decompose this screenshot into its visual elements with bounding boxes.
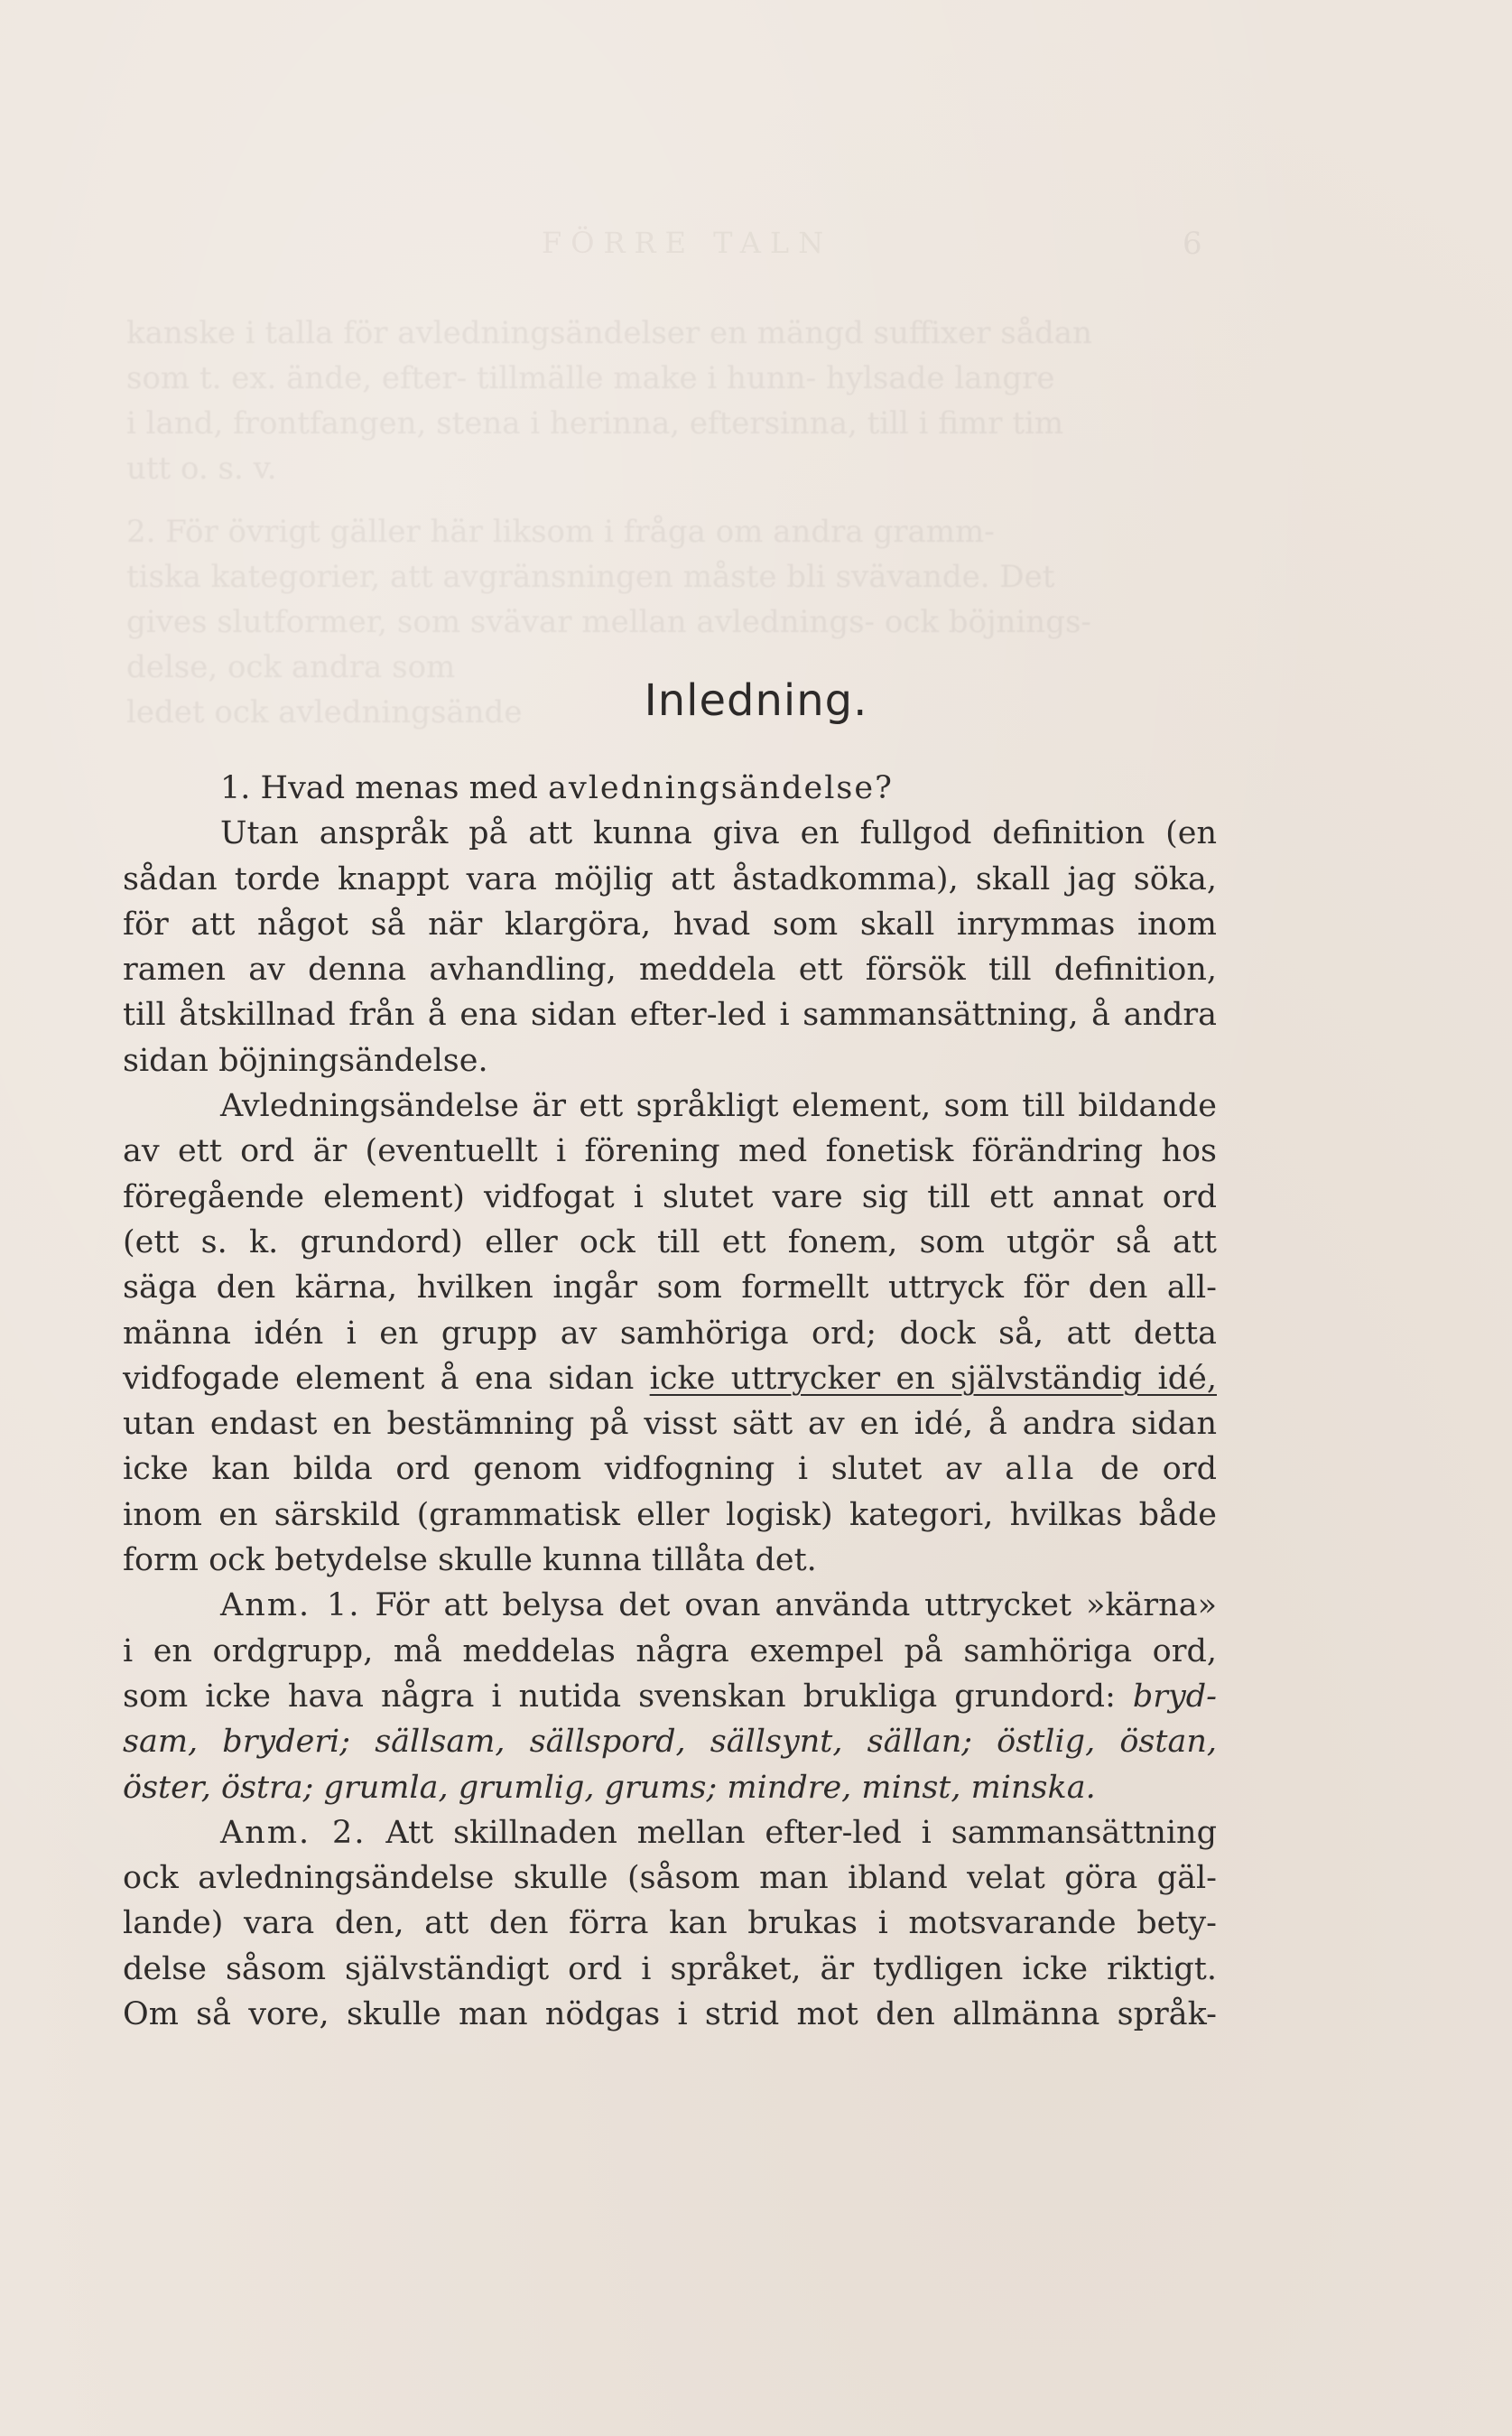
italic-examples-line: sam, bryderi; sällsam, sällspord, sällsynt, sällan; östlig, östan, bbox=[123, 1724, 1217, 1761]
text-line: till åtskillnad från å ena sidan efter-led i sammansättning, å andra bbox=[123, 997, 1217, 1034]
text-segment: icke kan bilda ord genom vidfogning i slutet av bbox=[123, 1451, 1006, 1488]
text-line: föregående element) vidfogat i slutet vare sig till ett annat ord bbox=[123, 1178, 1217, 1215]
bleed-through-header: FÖRRE TALN bbox=[542, 226, 833, 260]
text-line: utan endast en bestämning på visst sätt av en idé, å andra sidan bbox=[123, 1406, 1217, 1443]
text-line: Om så vore, skulle man nödgas i strid mot den allmänna språk- bbox=[123, 1996, 1217, 2033]
text-line: Avledningsändelse är ett språkligt element, som till bildande bbox=[220, 1088, 1217, 1125]
text-line: Utan anspråk på att kunna giva en fullgod definition (en bbox=[220, 815, 1217, 852]
text-line: ramen av denna avhandling, meddela ett försök till definition, bbox=[123, 952, 1217, 989]
text-line bbox=[123, 1356, 1217, 1401]
text-line: av ett ord är (eventuellt i förening med fonetisk förändring hos bbox=[123, 1133, 1217, 1170]
text-segment: Att skillnaden mellan efter-led i sammansättning bbox=[366, 1814, 1218, 1851]
bleed-through-line: ledet ock avledningsände bbox=[126, 694, 523, 730]
underlined-phrase: icke uttrycker en självständig idé, bbox=[649, 1360, 1217, 1397]
bleed-through-line: delse, ock andra som bbox=[126, 649, 456, 685]
bleed-through-line: 2. För övrigt gäller här liksom i fråga om andra gramm- bbox=[126, 514, 995, 550]
italic-example: bryd- bbox=[1132, 1678, 1217, 1715]
bleed-through-line: som t. ex. ände, efter- tillmälle make i hunn- hylsade langre bbox=[126, 360, 1055, 396]
chapter-title: Inledning. bbox=[644, 675, 868, 727]
text-line: för att något så när klargöra, hvad som skall inrymmas inom bbox=[123, 906, 1217, 943]
text-line: lande) vara den, att den förra kan brukas i motsvarande bety- bbox=[123, 1905, 1217, 1942]
bleed-through-line: gives slutformer, som svävar mellan avlednings- ock böjnings- bbox=[126, 604, 1091, 640]
text-line: i en ordgrupp, må meddelas några exempel på samhöriga ord, bbox=[123, 1632, 1217, 1669]
body-text bbox=[123, 766, 1217, 2037]
text-line bbox=[123, 1583, 1217, 1628]
text-line: ock avledningsändelse skulle (såsom man ibland velat göra gäl- bbox=[123, 1860, 1217, 1897]
text-segment: som icke hava några i nutida svenskan brukliga grundord: bbox=[123, 1678, 1133, 1715]
section-heading-term: avledningsändelse? bbox=[548, 770, 894, 806]
bleed-through-line: i land, frontfangen, stena i herinna, eftersinna, till i fimr tim bbox=[126, 405, 1064, 442]
text-line bbox=[123, 1674, 1217, 1719]
italic-examples-line: öster, östra; grumla, grumlig, grums; mindre, minst, minska. bbox=[123, 1769, 1096, 1806]
text-line: form ock betydelse skulle kunna tillåta det. bbox=[123, 1542, 817, 1579]
text-line: männa idén i en grupp av samhöriga ord; dock så, att detta bbox=[123, 1315, 1217, 1352]
text-line: inom en särskild (grammatisk eller logisk) kategori, hvilkas både bbox=[123, 1496, 1217, 1533]
text-line bbox=[123, 1810, 1217, 1855]
bleed-through-page-number: 6 bbox=[1183, 226, 1202, 262]
text-line bbox=[123, 1446, 1217, 1492]
text-segment: vidfogade element å ena sidan bbox=[123, 1360, 650, 1397]
bleed-through-line: tiska kategorier, att avgränsningen måste bli svävande. Det bbox=[126, 559, 1055, 595]
note-label: Anm. 2. bbox=[220, 1814, 366, 1851]
text-line: sådan torde knappt vara möjlig att åstadkomma), skall jag söka, bbox=[123, 860, 1217, 897]
text-segment: För att belysa det ovan använda uttrycket »kärna» bbox=[360, 1587, 1217, 1624]
bleed-through-line: utt o. s. v. bbox=[126, 451, 277, 487]
section-heading bbox=[123, 766, 1217, 811]
text-line: delse såsom självständigt ord i språket, är tydligen icke riktigt. bbox=[123, 1950, 1217, 1987]
text-line: säga den kärna, hvilken ingår som formellt uttryck för den all- bbox=[123, 1269, 1217, 1306]
text-line: sidan böjningsändelse. bbox=[123, 1042, 488, 1079]
text-line: (ett s. k. grundord) eller ock till ett fonem, som utgör så att bbox=[123, 1223, 1217, 1260]
section-heading-text: Hvad menas med bbox=[260, 770, 538, 806]
note-label: Anm. 1. bbox=[220, 1587, 361, 1624]
section-number: 1. bbox=[220, 770, 251, 806]
text-segment: de ord bbox=[1077, 1451, 1218, 1488]
bleed-through-line: kanske i talla för avledningsändelser en mängd suffixer sådan bbox=[126, 315, 1092, 351]
spaced-word: alla bbox=[1005, 1451, 1078, 1488]
